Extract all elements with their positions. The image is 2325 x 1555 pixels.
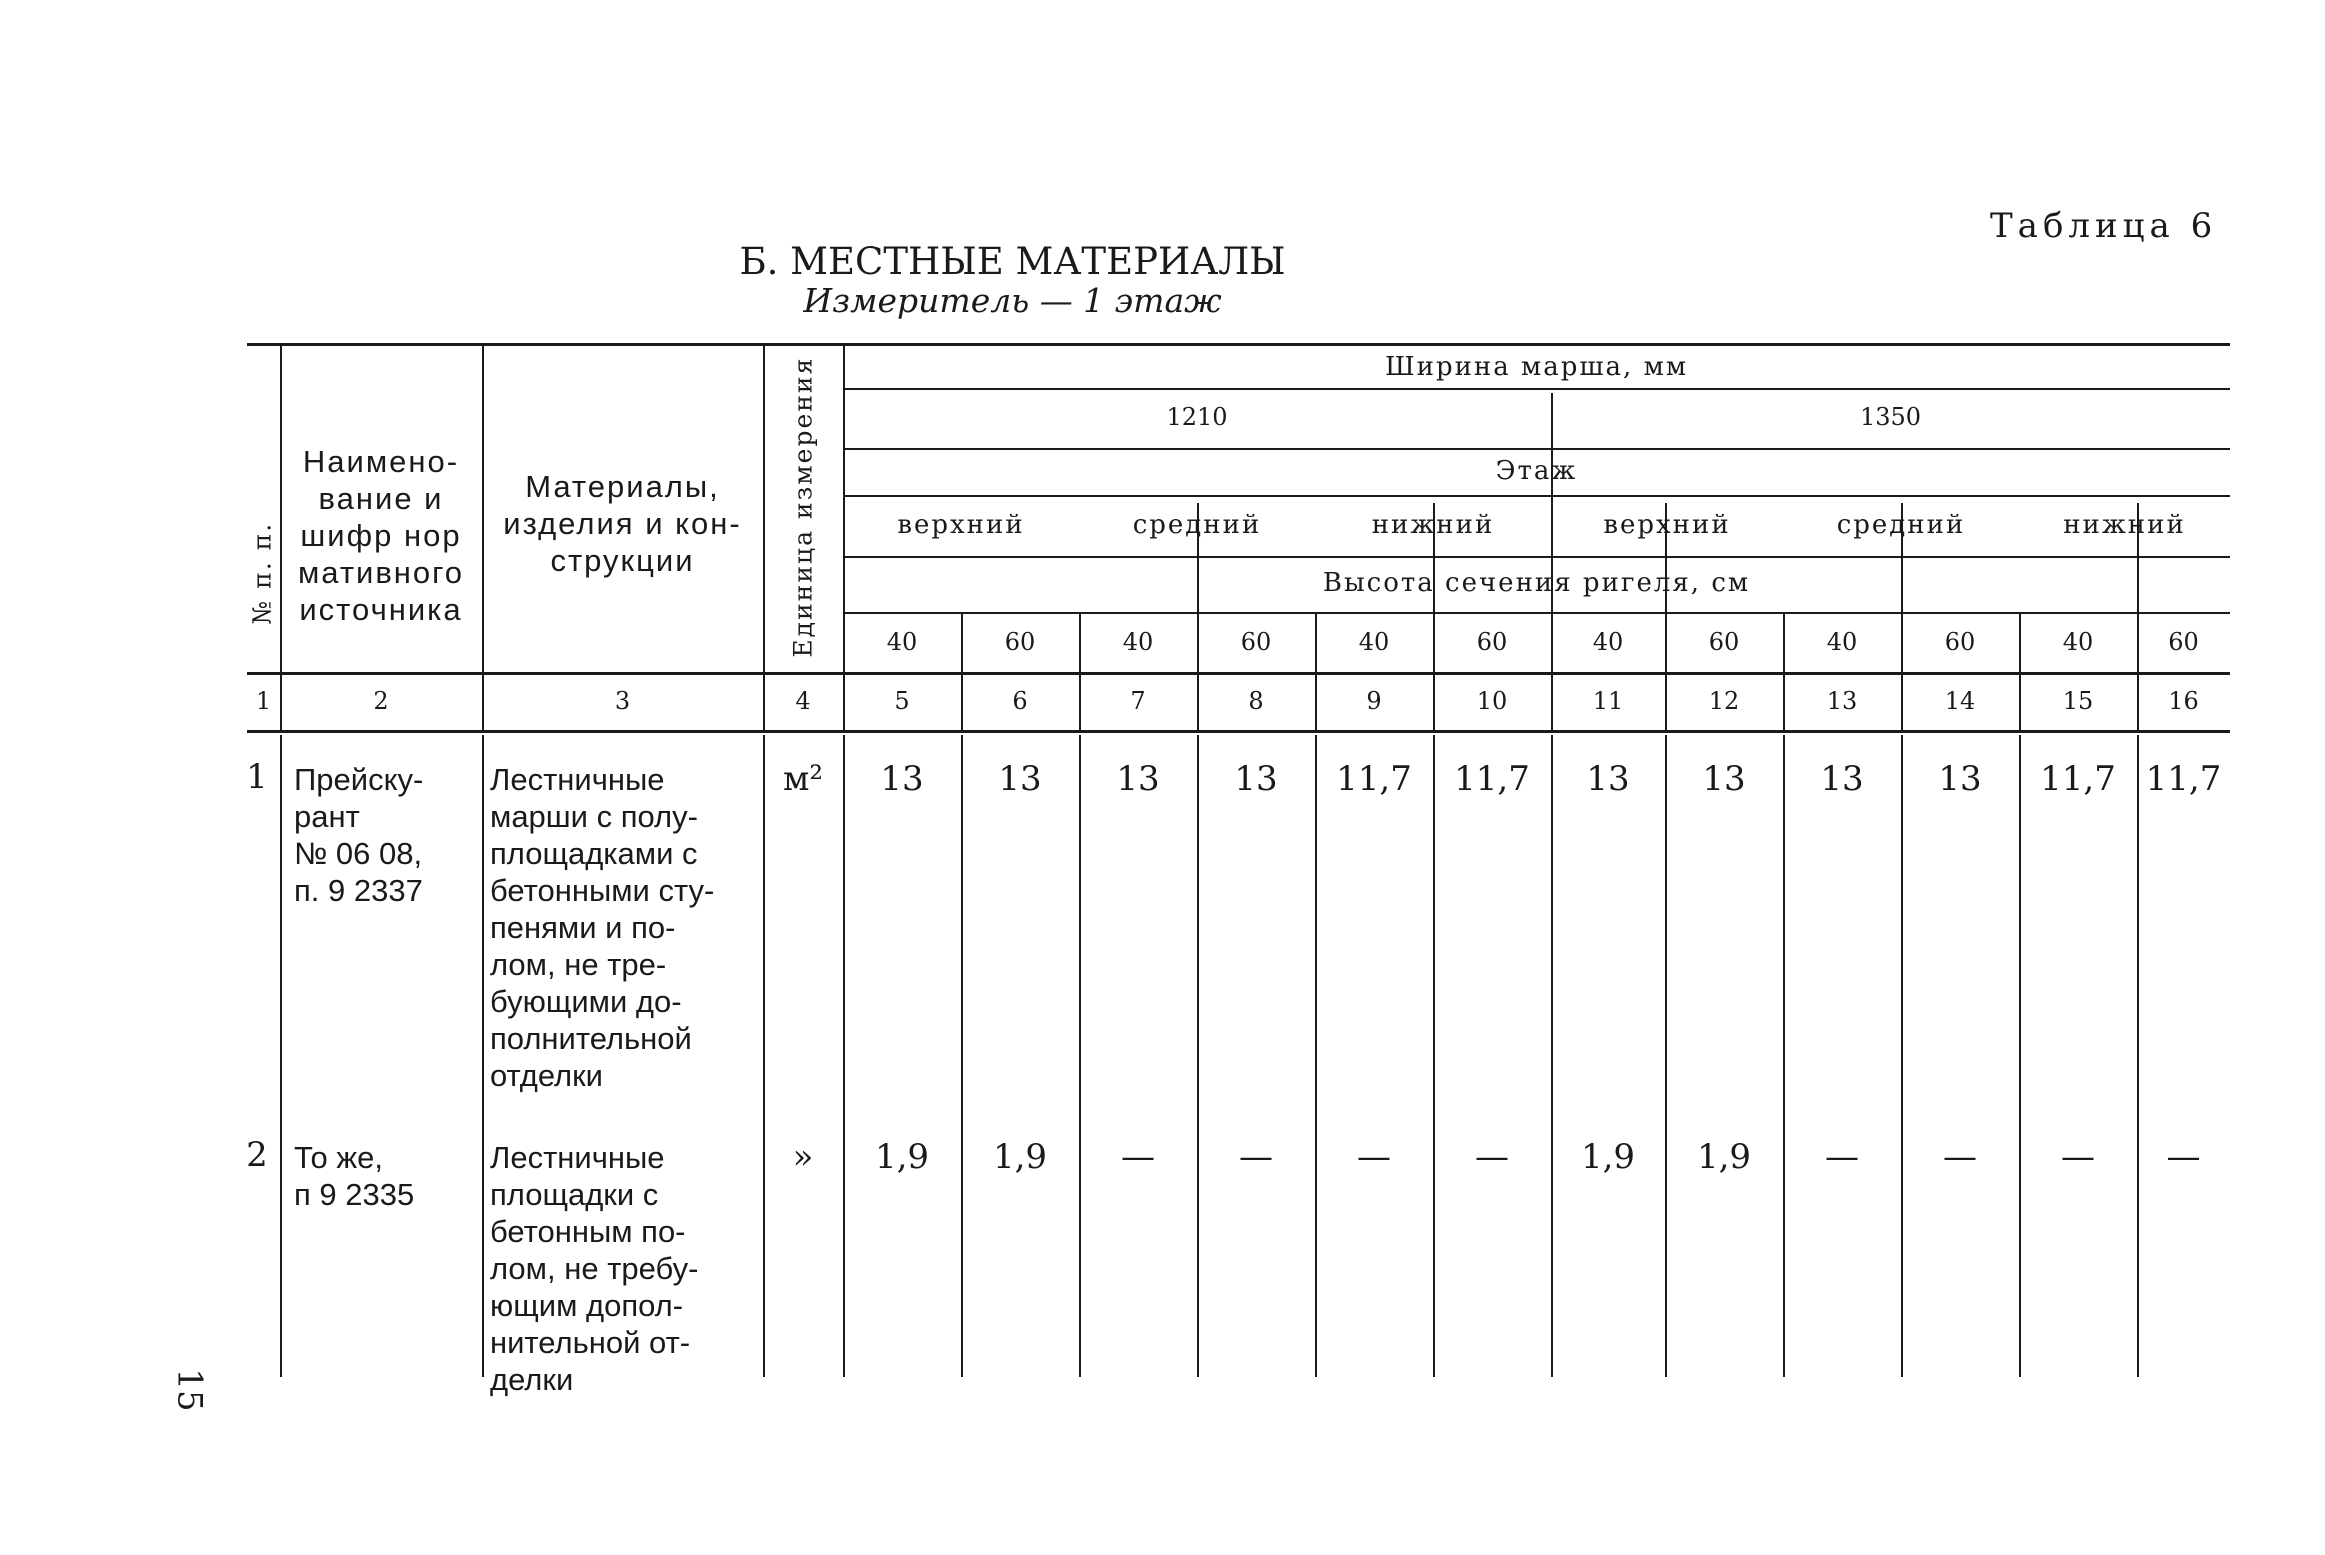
column-number-1: 1: [255, 686, 272, 715]
row-2-source: [294, 1139, 476, 1213]
header-height-6: 60: [1476, 628, 1508, 657]
header-floor-5: средний: [1836, 509, 1966, 540]
header-floor-1: верхний: [897, 509, 1025, 540]
row-1-material-line: бующими до-: [490, 984, 682, 1019]
row-2-value-6: 1,9: [992, 1137, 1048, 1178]
row-2-material-line: бетонным по-: [490, 1214, 686, 1249]
row-1-source: [294, 761, 476, 909]
body-divider-13: [1901, 735, 1903, 1377]
row-1-material-line: полнительной: [490, 1021, 692, 1056]
row-2-source-line: п 9 2335: [294, 1177, 415, 1212]
column-number-11: 11: [1592, 686, 1624, 715]
row-2-unit: »: [792, 1137, 814, 1178]
row-1-value-11: 13: [1586, 759, 1630, 800]
row-2-material-line: площадки с: [490, 1177, 659, 1212]
header-height-12: 60: [2168, 628, 2199, 657]
column-number-8: 8: [1248, 686, 1264, 715]
body-divider-14: [2019, 735, 2021, 1377]
row-1-value-5: 13: [880, 759, 924, 800]
rule-col-numbers: [247, 730, 2230, 733]
column-number-5: 5: [894, 686, 910, 715]
body-divider-10: [1551, 735, 1553, 1377]
row-1-value-9: 11,7: [1336, 759, 1412, 800]
header-source-line: Наимено-: [302, 444, 460, 479]
header-height-7: 40: [1592, 628, 1624, 657]
row-2-material: [490, 1139, 759, 1398]
row-2-value-9: —: [1357, 1137, 1391, 1178]
row-1-value-14: 13: [1938, 759, 1982, 800]
body-divider-5: [961, 735, 963, 1377]
row-1-source-line: рант: [294, 799, 360, 834]
header-floor-4: верхний: [1603, 509, 1731, 540]
row-1-value-15: 11,7: [2040, 759, 2116, 800]
column-number-16: 16: [2168, 686, 2199, 715]
row-2-value-7: —: [1121, 1137, 1155, 1178]
header-floor-group: Этаж: [1495, 455, 1578, 486]
row-1-material-line: Лестничные: [490, 762, 665, 797]
header-unit-text: Единица измерения: [787, 357, 817, 658]
body-divider-15: [2137, 735, 2139, 1377]
row-2-value-10: —: [1475, 1137, 1509, 1178]
column-number-6: 6: [1012, 686, 1028, 715]
row-1-material: [490, 761, 759, 1094]
row-1-source-line: Прейску-: [294, 762, 424, 797]
body-divider-3: [763, 735, 765, 1377]
row-2-material-line: Лестничные: [490, 1140, 665, 1175]
header-source-line: источника: [299, 592, 463, 627]
column-number-15: 15: [2062, 686, 2094, 715]
page-number: 15: [169, 1368, 210, 1412]
body-divider-4: [843, 735, 845, 1377]
row-2-value-11: 1,9: [1580, 1137, 1636, 1178]
row-2-value-16: —: [2166, 1137, 2201, 1178]
column-number-13: 13: [1826, 686, 1858, 715]
body-divider-9: [1433, 735, 1435, 1377]
column-number-14: 14: [1944, 686, 1976, 715]
row-1-value-16: 11,7: [2145, 759, 2222, 800]
header-height-11: 40: [2062, 628, 2094, 657]
row-2-source-line: То же,: [294, 1140, 383, 1175]
row-2-value-13: —: [1825, 1137, 1859, 1178]
header-unit: [763, 343, 843, 672]
row-1-unit: м²: [782, 759, 824, 800]
row-2-number: 2: [246, 1135, 268, 1176]
header-source-line: вание и: [318, 481, 444, 516]
header-floor-3: нижний: [1371, 509, 1495, 540]
body-divider-8: [1315, 735, 1317, 1377]
row-1-material-line: марши с полу-: [490, 799, 698, 834]
row-1-source-line: п. 9 2337: [294, 873, 423, 908]
header-floor-6: нижний: [2063, 509, 2186, 540]
header-height-3: 40: [1122, 628, 1154, 657]
row-1-material-line: лом, не тре-: [490, 947, 667, 982]
header-height-1: 40: [886, 628, 918, 657]
header-width-group: Ширина марша, мм: [1384, 351, 1689, 382]
header-width-1350: 1350: [1859, 403, 1922, 432]
column-number-10: 10: [1476, 686, 1508, 715]
row-2-material-line: лом, не требу-: [490, 1251, 699, 1286]
body-divider-6: [1079, 735, 1081, 1377]
header-material-line: Материалы,: [525, 469, 720, 504]
header-height-4: 60: [1240, 628, 1272, 657]
row-1-value-8: 13: [1234, 759, 1278, 800]
body-divider-11: [1665, 735, 1667, 1377]
column-number-9: 9: [1366, 686, 1382, 715]
row-1-value-7: 13: [1116, 759, 1160, 800]
row-2-material-line: нительной от-: [490, 1325, 691, 1360]
body-divider-7: [1197, 735, 1199, 1377]
header-material-line: изделия и кон-: [503, 506, 742, 541]
header-height-group: Высота сечения ригеля, см: [1322, 568, 1751, 599]
header-source-line: шифр нор: [300, 518, 462, 553]
column-number-3: 3: [614, 686, 631, 715]
header-col-number-text: № п. п.: [246, 521, 276, 625]
header-height-8: 60: [1708, 628, 1740, 657]
row-1-number: 1: [246, 757, 268, 798]
body-divider-2: [482, 735, 484, 1377]
row-1-material-line: бетонными сту-: [490, 873, 715, 908]
header-floor-2: средний: [1132, 509, 1262, 540]
row-2-value-14: —: [1943, 1137, 1977, 1178]
column-number-12: 12: [1708, 686, 1740, 715]
row-2-material-line: делки: [490, 1362, 574, 1397]
header-height-2: 60: [1004, 628, 1036, 657]
body-divider-12: [1783, 735, 1785, 1377]
header-height-10: 60: [1944, 628, 1976, 657]
row-2-material-line: ющим допол-: [490, 1288, 684, 1323]
column-number-2: 2: [373, 686, 389, 715]
header-material: [482, 468, 763, 579]
header-material-line: струкции: [550, 543, 695, 578]
header-height-5: 40: [1358, 628, 1390, 657]
header-width-1210: 1210: [1166, 403, 1228, 432]
row-1-material-line: пенями и по-: [490, 910, 676, 945]
row-1-source-line: № 06 08,: [294, 836, 423, 871]
header-source: [280, 443, 482, 628]
row-1-value-12: 13: [1702, 759, 1746, 800]
row-1-value-10: 11,7: [1454, 759, 1530, 800]
page-subtitle: Измеритель — 1 этаж: [803, 281, 1222, 320]
row-2-value-15: —: [2061, 1137, 2095, 1178]
row-1-value-13: 13: [1820, 759, 1864, 800]
row-2-value-12: 1,9: [1696, 1137, 1752, 1178]
column-number-4: 4: [795, 686, 811, 715]
table-label: Таблица 6: [1990, 206, 2218, 246]
column-number-7: 7: [1130, 686, 1146, 715]
row-2-value-5: 1,9: [874, 1137, 930, 1178]
header-height-9: 40: [1826, 628, 1858, 657]
row-2-value-8: —: [1239, 1137, 1273, 1178]
row-1-material-line: площадками с: [490, 836, 698, 871]
row-1-material-line: отделки: [490, 1058, 603, 1093]
body-divider-1: [280, 735, 282, 1377]
page-title: Б. МЕСТНЫЕ МАТЕРИАЛЫ: [739, 240, 1286, 283]
header-source-line: мативного: [297, 555, 465, 590]
row-1-value-6: 13: [998, 759, 1042, 800]
